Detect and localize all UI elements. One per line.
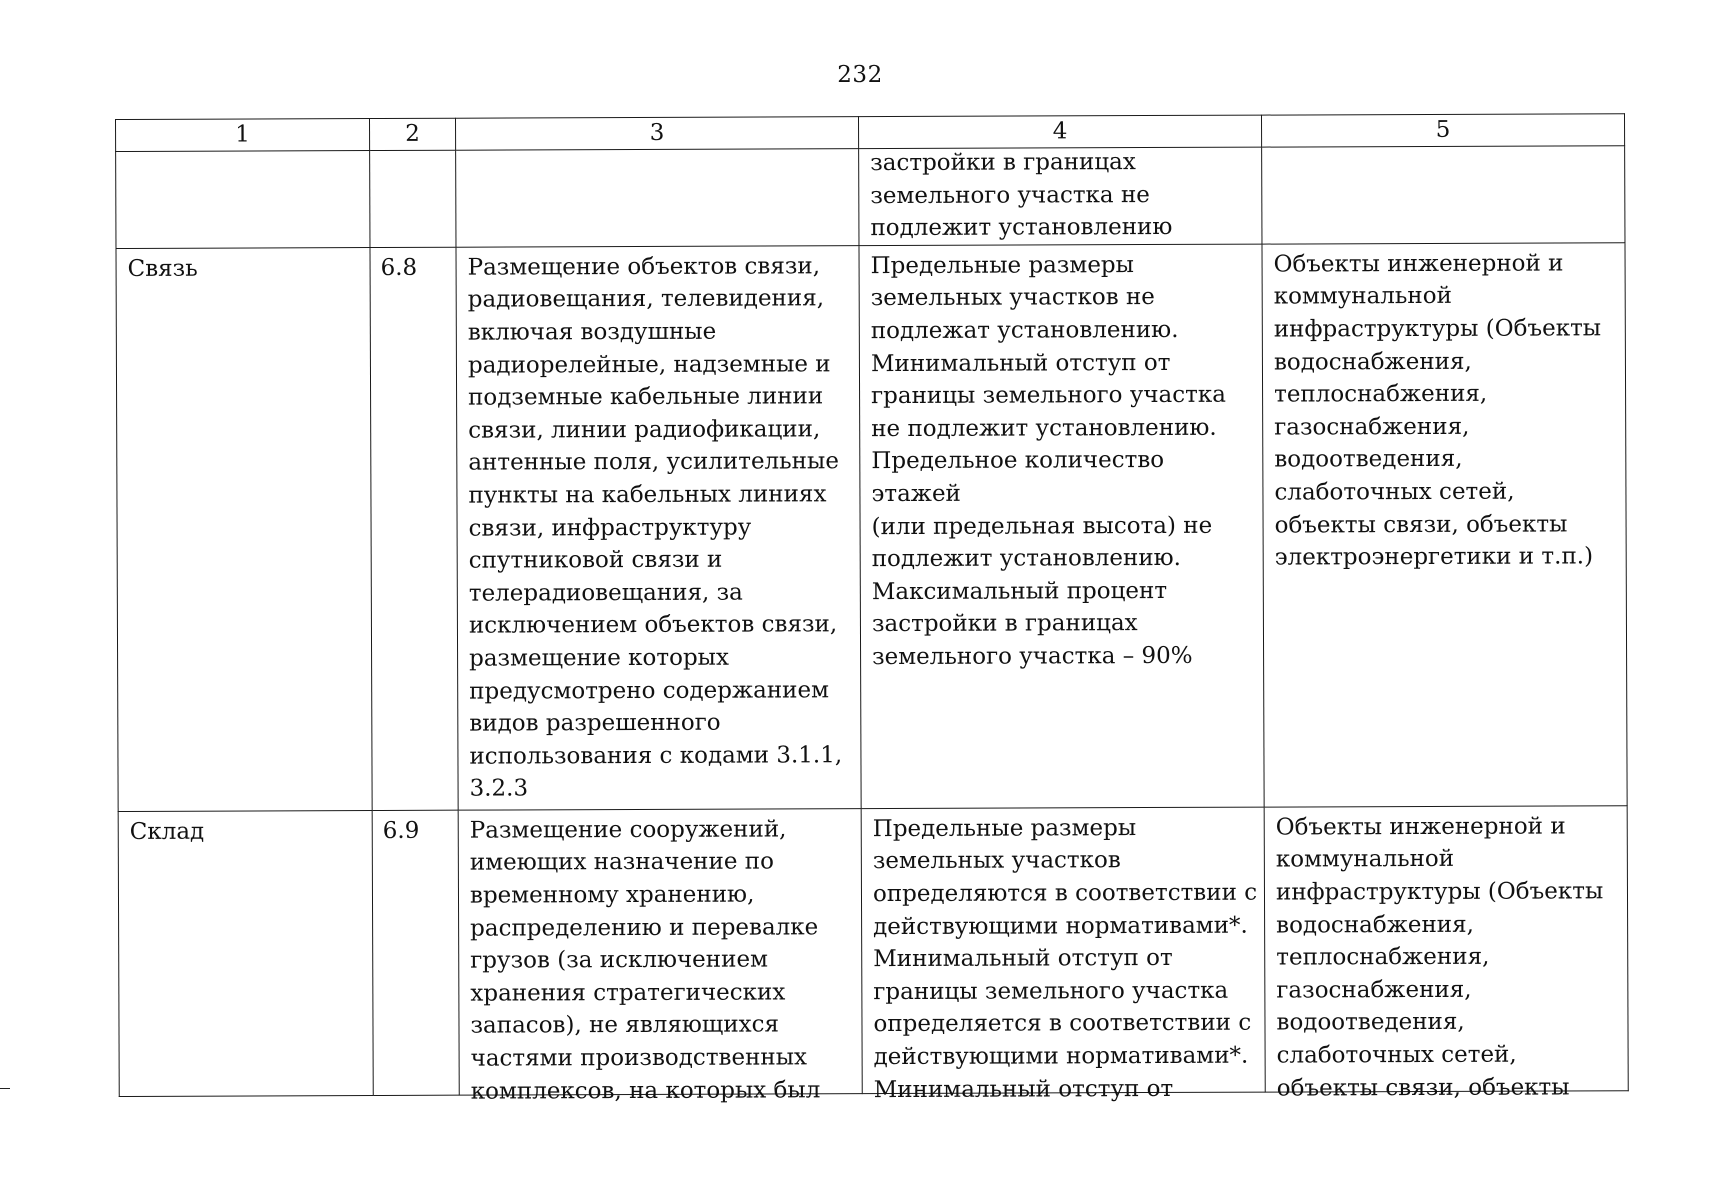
- page-number: 232: [837, 62, 883, 88]
- cell-parameters: [859, 147, 1262, 245]
- cell-code-text: 6.9: [382, 817, 420, 844]
- cell-description: [456, 245, 861, 810]
- cell-name: [116, 247, 372, 811]
- cell-name-text: Склад: [129, 818, 205, 845]
- header-col-5: 5: [1261, 114, 1624, 147]
- header-col-4: 4: [858, 115, 1261, 149]
- cell-parameters-text: застройки в границах земельного участка не подлежит установлению: [870, 149, 1173, 242]
- cell-code: [372, 810, 459, 1095]
- cell-name-text: Связь: [127, 255, 198, 282]
- table-body: [116, 146, 1629, 1105]
- header-col-3: 3: [455, 117, 858, 151]
- header-col-1: 1: [116, 119, 370, 152]
- cell-description-text: [467, 153, 852, 154]
- cell-description: [458, 808, 862, 1105]
- cell-description-text: Размещение сооружений, имеющих назначение по временному хранению, распределению и перевалке грузов (за исключением хранения стратегических запасов), не являющихся частями производственных комплексов, на которых был: [469, 816, 821, 1105]
- cell-parameters: [859, 244, 1264, 809]
- cell-name: [116, 151, 370, 249]
- cell-name-text: [127, 155, 363, 156]
- header-col-2: 2: [370, 118, 456, 150]
- cell-parameters-text: Предельные размеры земельных участков определяются в соответствии с действующими нормативами*. Минимальный отступ от границы земельного участка определяется в соответствии с действующими нормативами*. Минимальный отступ от: [872, 814, 1258, 1103]
- cell-auxiliary: [1262, 242, 1627, 806]
- table-row: [116, 242, 1627, 811]
- cell-auxiliary: [1264, 805, 1628, 1102]
- cell-auxiliary: [1262, 146, 1625, 244]
- cell-auxiliary-text: Объекты инженерной и коммунальной инфраструктуры (Объекты водоснабжения, теплоснабжения, газоснабжения, водоотведения, слаботочных сетей, объекты связи, объекты: [1275, 813, 1604, 1102]
- cell-auxiliary-text: Объекты инженерной и коммунальной инфраструктуры (Объекты водоснабжения, теплоснабжения, газоснабжения, водоотведения, слаботочных сетей, объекты связи, объекты электроэнергетики и т.п.): [1273, 250, 1602, 571]
- cell-parameters-text: Предельные размеры земельных участков не подлежат установлению. Минимальный отступ от границы земельного участка не подлежит установлению. Предельное количество этажей (или предельная высота) не подлежит установлению. Максимальный процент застройки в границах земельного участка – 90%: [870, 251, 1226, 671]
- cell-code: [370, 247, 458, 810]
- cell-code-text: 6.8: [380, 254, 418, 281]
- margin-mark: [0, 1088, 10, 1089]
- cell-parameters: [861, 807, 1265, 1103]
- cell-auxiliary-text: [1273, 150, 1618, 151]
- cell-description-text: Размещение объектов связи, радиовещания, телевидения, включая воздушные радиорелейные, надземные и подземные кабельные линии связи, линии радиофикации, антенные поля, усилительные пункты на кабельных линиях связи, инфраструктуру спутниковой связи и телерадиовещания, за исключением объектов связи, размещение которых предусмотрено содержанием видов разрешенного использования с кодами 3.1.1, 3.2.3: [467, 253, 843, 802]
- table-row: [118, 805, 1628, 1096]
- land-use-table: [115, 113, 1629, 1105]
- table-row: [116, 146, 1625, 249]
- cell-code: [370, 150, 456, 247]
- cell-description: [456, 149, 859, 247]
- cell-name: [118, 810, 373, 1096]
